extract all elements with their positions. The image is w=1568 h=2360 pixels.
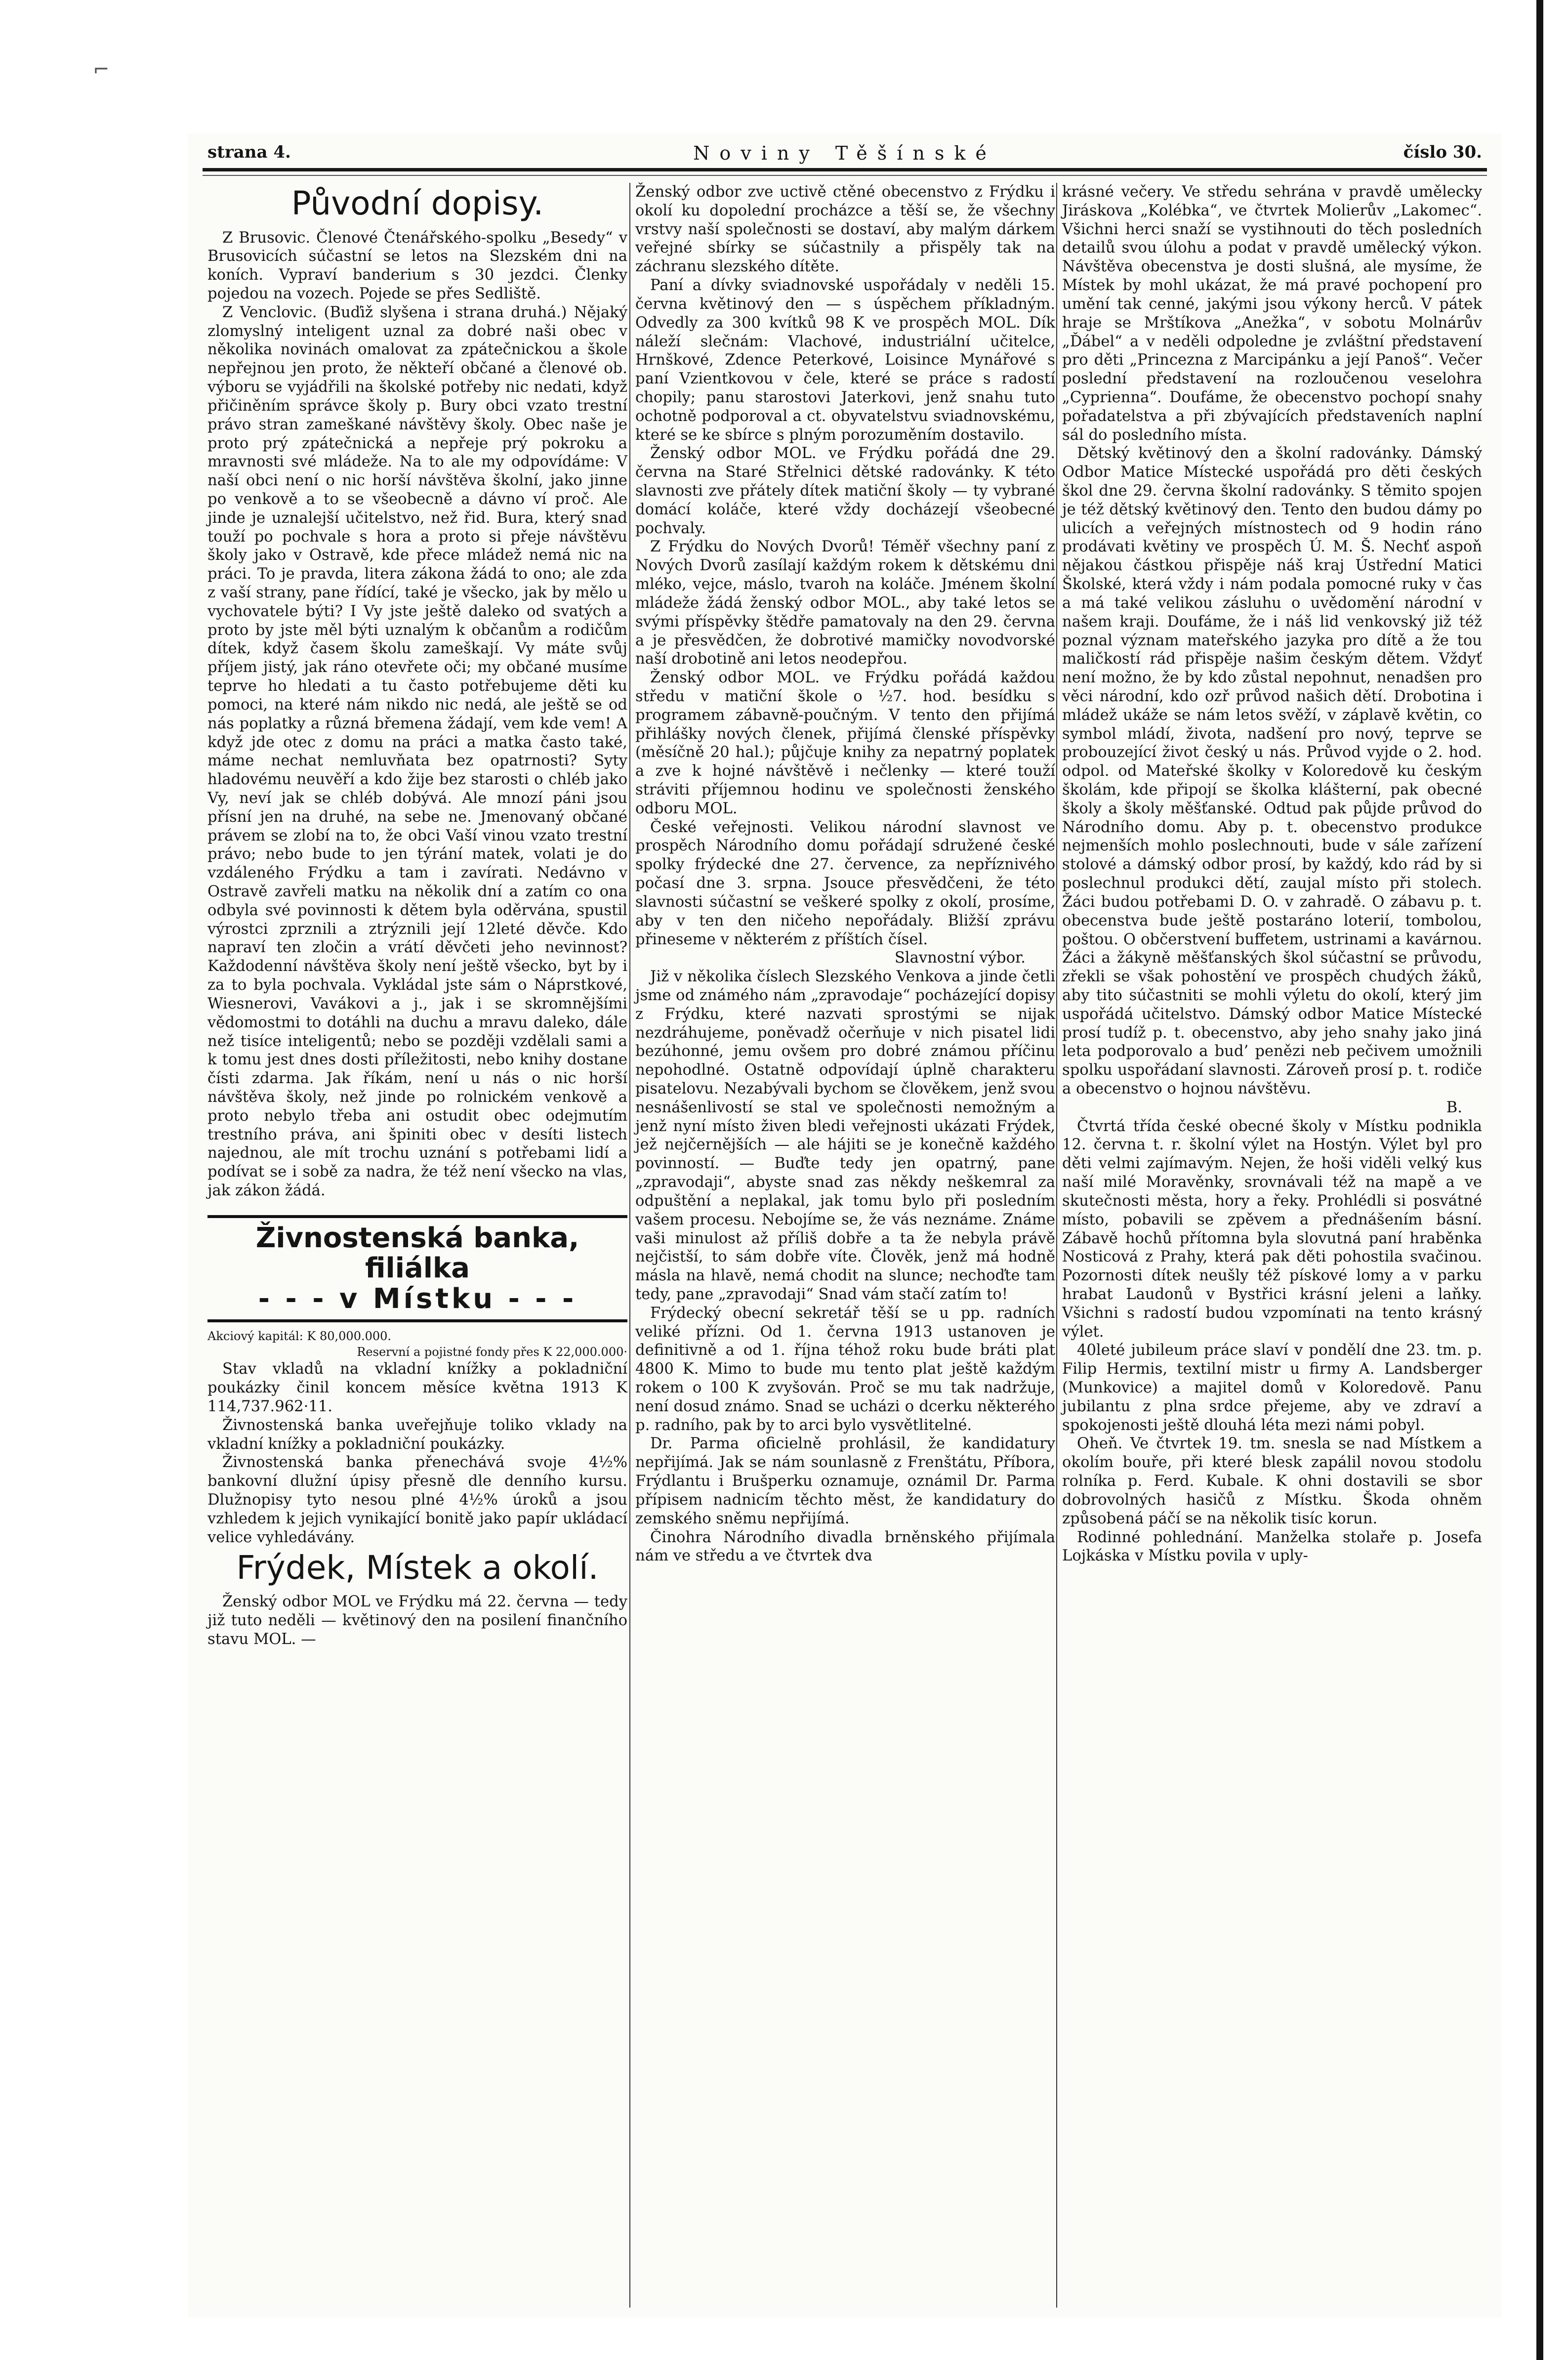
column-2 [635, 183, 1055, 1565]
article-paragraph: Ženský odbor MOL. ve Frýdku pořádá každou středu v matiční škole o ½7. hod. besídku s programem zábavně-poučným. V tento den přijímá přihlášky nových členek, přijímá členské příspěvky (měsíčně 20 hal.); půjčuje knihy za nepatrný poplatek a zve k hojné návštěvě i nečlenky — které touží stráviti příjemnou hodinu ve společnosti ženského odboru MOL. [635, 669, 1055, 817]
newspaper-page [188, 133, 1502, 2318]
bank-subtitle: - - - v Místku - - - [258, 1283, 577, 1315]
article-paragraph: Čtvrtá třída české obecné školy v Místku podnikla 12. června t. r. školní výlet na Hostýn. Výlet byl pro děti velmi zajímavým. Nejen, že hoši viděli velký kus naší milé Moravěnky, srovnávali též na mapě a ve skutečnosti města, hory a řeky. Prohlédli si posvátné místo, pobavili se zpěvem a přednášením básní. Zábavě hochů přítomna byla slovutná paní hraběnka Nosticová z Prahy, která pak děti pohostila svačinou. Pozornosti dítek neušly též pískové lomy a v parku hrabat Laudonů v Bystřici krásní jeleni a laňky. Všichni s radostí budou vzpomínati na tento krásný výlet. [1062, 1117, 1482, 1341]
article-paragraph: Z Venclovic. (Buďiž slyšena i strana druhá.) Nějaký zlomyslný inteligent uznal za dobré naši obec v několika novinách omalovat za zpátečnickou a škole nepřejnou jen proto, že někteří občané a členové ob. výboru se vyjádřili na školské potřeby nic nedati, když přičiněním správce školy p. Bury obci vzato trestní právo stran zameškané návštěvy školy. Obec naše je proto prý zpátečnická a nepřeje prý pokroku a mravnosti své mládeže. Na to ale my odpovídáme: V naší obci není o nic horší návštěva školní, jako jinne po venkově a to se všeobecně a dávno ví proč. Ale jinde je uznalejší učitelstvo, než řid. Bura, který snad touží po pochvale s hora a proto si přeje návštěvu školy jako v Ostravě, kde přece mládež nemá nic na práci. To je pravda, litera zákona žádá to ono; ale zda z vaší strany, pane řídící, také je všecko, jak by mělo u vychovatele býti? I Vy jste ještě daleko od svatých a proto by jste měl býti uznalým k občanům a rodičům dítek, když časem školu zameškají. Vy máte svůj příjem jistý, jak ráno otevřete oči; my občané musíme teprve ho hledati a tu často potřebujeme děti ku pomoci, na které nám nikdo nic nedá, ale ještě se od nás poplatky a různá břemena žádají, vem kde vem! A když jde otec z domu na práci a matka často také, máme nechat nemluvňata bez opatrnosti? Syty hladovému neuvěří a kdo žije bez starosti o chléb jako Vy, neví jak se chléb dobývá. Ale mnozí páni jsou přísní jen na druhé, na sebe ne. Jmenovaný občané právem se zlobí na to, že obci Vaší vinou vzato trestní právo; nebo bude to jen týrání matek, volati je do vzdáleného Frýdku a tam i zavírati. Nedávno v Ostravě zavřeli matku na několik dní a zatím co ona odbyla své povinnosti k dětem byla oděrvána, spustil výrostci zprznili a ztrýznili její 12leté děvče. Kdo napraví ten zločin a vrátí děvčeti jeho nevinnost? Každodenní návštěva školy není ještě všecko, byt by i za to byla pochvala. Vykládal jste sám o Náprstkové, Wiesnerovi, Vavákovi a j., jak i se skromnějšími vědomostmi to dotáhli na duchu a mravu daleko, dále než tisíce inteligentů; nebo se později vzdělali sami a k tomu jest dnes dosti příležitosti, nebo knihy dostane čísti zdarma. Jak říkám, není u nás o nic horší návštěva školy, než jinde po rolnickém venkově a proto nebylo třeba ani ostudit obec odejmutím trestního práva, ani špiniti obec v desíti listech najednou, ale mít trochu uznání s potřebami lidí a podívat se i sobě za nadra, že též není všecko na vlas, jak zákon žádá. [207, 303, 627, 1200]
article-paragraph: Z Brusovic. Členové Čtenářského-spolku „Besedy“ v Brusovicích súčastní se letos na Slezském dni na koních. Vypraví banderium s 30 jezdci. Členky pojedou na vozech. Pojede se přes Sedliště. [207, 229, 627, 303]
signature: Slavnostní výbor. [894, 949, 1026, 967]
article-paragraph: Ženský odbor MOL. ve Frýdku pořádá dne 29. června na Staré Střelnici dětské radovánky. K této slavnosti zve přátely dítek matiční školy — ty vybrané domácí koláče, které vždy docházejí všeobecné pochvaly. [635, 445, 1055, 537]
bank-capital: Akciový kapitál: K 80,000.000. [207, 1329, 392, 1343]
bank-advertisement [207, 1215, 627, 1322]
page-header [188, 142, 1502, 166]
page-number: strana 4. [207, 142, 291, 162]
bank-title: Živnostenská banka, filiálka [255, 1222, 579, 1285]
article-paragraph: Dětský květinový den a školní radovánky. Dámský Odbor Matice Místecké uspořádá pro děti českých škol dne 29. června školní radovánky. S těmito spojen je též dětský květinový den. Tento den budou dámy po ulicích a veřejných místnostech od 9 hodin ráno prodávati květiny ve prospěch Ú. M. Š. Nechť aspoň nějakou částkou přispěje náš kraj Ústřední Matici Školské, která vždy i nám podala pomocné ruky v čas a má také velikou zásluhu o uvědomění národní v našem kraji. Doufáme, že i náš lid venkovský již též poznal význam mateřského jazyka pro dítě a že tou maličkostí rád přispěje našim českým dětem. Vždyť není možno, že by kdo zůstal nepohnut, nenadšen pro věci národní, kdo ozř průvod našich dětí. Drobotina i mládež ukáže se nám letos svěží, v záplavě květin, co symbol mládí, života, nadšení pro nový, teprve se probouzející život český u nás. Průvod vyjde o 2. hod. odpol. od Mateřské školky v Koloredově ku českým školám, kde připojí se školka klášterní, pak obecné školy a školy měšťanské. Odtud pak půjde průvod do Národního domu. Aby p. t. obecenstvo produkce nejmenších mohlo poslechnouti, bude v sále zařízení stolové a dámský odbor prosí, by každý, kdo rád by si poslechnul produkci dětí, zaujal místo při stolech. Žáci budou potřebami D. O. v zahradě. O zábavu p. t. obecenstva bude ještě postaráno loterií, tombolou, poštou. O občerstvení buffetem, ustrinami a kavárnou. Žáci a žákyně měšťanských škol súčastní se průvodu, zřekli se však pohostění ve prospěch chudých žáků, aby tito súčastniti se mohli výletu do okolí, který jim uspořádá učitelstvo. Dámský odbor Matice Místecké prosí tudíž p. t. obecenstvo, aby jeho snahy jako jiná leta podporovalo a bud’ penězi neb pečivem umožnili spolku uspořádaní slavnosti. Zároveň prosí p. t. rodiče a obecenstvo o hojnou návštěvu. [1062, 445, 1482, 1097]
section-heading: Frýdek, Místek a okolí. [236, 1548, 599, 1587]
article-paragraph: Paní a dívky sviadnovské uspořádaly v neděli 15. června květinový den — s úspěchem příkladným. Odvedly za 300 kvítků 98 K ve prospěch MOL. Dík náleží slečnám: Vlachové, industriální učitelce, Hrnškové, Zdence Peterkové, Loisince Mynářové s paní Vzientkovou v čele, které se práce s radostí chopily; panu starostovi Jaterkovi, jenž snahu tuto ochotně podporoval a ct. obyvatelstvu sviadnovskému, které se ke sbírce s plným porozuměním dostavilo. [635, 277, 1055, 444]
margin-mark: ⌐ [93, 58, 110, 81]
article-paragraph: Dr. Parma oficielně prohlásil, že kandidatury nepřijímá. Jak se nám sounlasně z Frenštátu, Příbora, Frýdlantu i Brušperku oznamuje, oznámil Dr. Parma přípisem nadnicím těchto měst, že kandidatury do zemského sněmu nepřijímá. [635, 1435, 1055, 1527]
article-paragraph: 40leté jubileum práce slaví v pondělí dne 23. tm. p. Filip Hermis, textilní mistr u firmy A. Landsberger (Munkovice) a majitel domů v Koloredově. Panu jubilantu z plna srdce přejeme, aby ve zdraví a spokojenosti ještě dlouhá léta mezi námi pobyl. [1062, 1342, 1482, 1434]
section-heading: Původní dopisy. [291, 184, 544, 222]
signature: B. [1446, 1098, 1462, 1116]
bank-paragraph: Živnostenská banka přenechává svoje 4½% bankovní dlužní úpisy přesně dle denního kursu. Dlužnopisy tyto nesou plné 4½% úroků a jsou vzhledem k jejich vynikající bonitě jako papír ukládací velice vyhledávány. [207, 1454, 627, 1546]
column-rule [1056, 183, 1057, 2308]
article-paragraph: Z Frýdku do Nových Dvorů! Téměř všechny paní z Nových Dvorů zasílají každým rokem k dětskému dni mléko, vejce, máslo, tvaroh na koláče. Jménem školní mládeže žádá ženský odbor MOL., aby také letos se svými příspěvky štědře pamatovaly na den 29. června a je přesvědčen, že dobrotivé mamičky novodvorské naší drobotině ani letos neodepřou. [635, 538, 1055, 668]
article-paragraph: Frýdecký obecní sekretář těší se u pp. radních veliké přízni. Od 1. června 1913 ustanoven je definitivně a od 1. října téhož roku bude bráti plat 4800 K. Mimo to bude mu tento plat ještě každým rokem o 100 K zvyšován. Proč se mu tak nadržuje, není dosud známo. Snad se ucházi o dcerku některého p. radního, pak by to arci bylo vysvětlitelné. [635, 1304, 1055, 1434]
column-rule [629, 183, 630, 2308]
column-3 [1062, 183, 1482, 1565]
article-paragraph: Činohra Národního divadla brněnského přijímala nám ve středu a ve čtvrtek dva [635, 1528, 1055, 1565]
header-rule-thin [203, 175, 1487, 176]
article-paragraph: Ženský odbor MOL ve Frýdku má 22. června — tedy již tuto neděli — květinový den na posilení finančního stavu MOL. — [207, 1593, 627, 1648]
masthead-title: Noviny Těšínské [693, 142, 996, 164]
article-paragraph: Ženský odbor zve uctivě ctěné obecenstvo z Frýdku i okolí ku dopolední procházce a těší se, že všechny vrstvy naší společnosti se dostaví, aby malým dárkem veřejné sbírky se súčastnily a přispěly tak na záchranu slezského dítěte. [635, 183, 1055, 276]
article-paragraph: Rodinné pohlednání. Manželka stolaře p. Josefa Lojkáska v Místku povila v uply- [1062, 1528, 1482, 1565]
header-rule [203, 168, 1487, 171]
bank-paragraph: Stav vkladů na vkladní knížky a pokladniční poukázky činil koncem měsíce května 1913 K 114,737.962·11. [207, 1360, 627, 1416]
issue-number: číslo 30. [1403, 142, 1482, 162]
column-1 [207, 183, 627, 1649]
article-paragraph: České veřejnosti. Velikou národní slavnost ve prospěch Národního domu pořádají sdružené české spolky frýdecké dne 27. července, za nepříznivého počasí dne 3. srpna. Jsouce přesvědčeni, že této slavnosti súčastní se veškeré spolky z okolí, prosíme, aby v ten den ničeho nepořádaly. Bližší zprávu přineseme v některém z příštích čísel. [635, 818, 1055, 948]
bank-paragraph: Živnostenská banka uveřejňuje toliko vklady na vkladní knížky a pokladniční poukázky. [207, 1416, 627, 1453]
scan-edge [1536, 0, 1543, 2360]
article-paragraph: Oheň. Ve čtvrtek 19. tm. snesla se nad Místkem a okolím bouře, při které blesk zapálil novou stodolu rolníka p. Ferd. Kubale. K ohni dostavili se sbor dobrovolných hasičů z Místku. Škoda ohněm způsobená páčí se na několik tisíc korun. [1062, 1435, 1482, 1527]
bank-reserve: Reservní a pojistné fondy přes K 22,000.000· [357, 1345, 627, 1359]
article-paragraph: Již v několika číslech Slezského Venkova a jinde četli jsme od známého nám „zpravodaje“ pocházející dopisy z Frýdku, které nazvati sprostými se nijak nezdráhujeme, poněvadž očerňuje v nich pisatel lidi bezúhonné, jemu ovšem pro dobré známou příčinu nepohodlné. Ostatně odpovídají úplně charakteru pisatelovu. Nezabývali bychom se člověkem, jenž svou nesnášenlivostí se stal ve společnosti nemožným a jenž nyní místo živen bledi veřejnosti ukázati Frýdek, jež nejčernějších — ale hájiti se je konečně každého povinností. — Buďte tedy jen opatrný, pane „zpravodaji“, abyste snad zas někdy neškemral za odpuštění a neplakal, jak tomu bylo při posledním vašem procesu. Nebojíme se, že vás neznáme. Známe vaši minulost až příliš dobře a ta že nebyla právě nejčistší, to sám dobře víte. Člověk, jenž má hodně másla na hlavě, nemá chodit na slunce; nechoďte tam tedy, pane „zpravodaji“ Snad vám stačí zatím to! [635, 968, 1055, 1303]
article-paragraph: krásné večery. Ve středu sehrána v pravdě umělecky Jiráskova „Kolébka“, ve čtvrtek Molierův „Lakomec“. Všichni herci snaží se vystihnouti do těch posledních detailů svou úlohu a podat v pravdě umělecký výkon. Návštěva obecenstva je dosti slušná, ale mysíme, že Místek by mohl ukázat, že má pravé pochopení pro umění tak cenné, jakými jsou výkony herců. V pátek hraje se Mrštíkova „Anežka“, v sobotu Molnárův „Ďábel“ a v neděli odpoledne je zvláštní představení pro děti „Princezna z Marcipánku a její Panoš“. Večer poslední představení na rozloučenou veselohra „Cyprienna“. Doufáme, že obecenstvo pochopí snahy pořadatelstva a při zbývajících představeních naplní sál do posledního místa. [1062, 183, 1482, 444]
